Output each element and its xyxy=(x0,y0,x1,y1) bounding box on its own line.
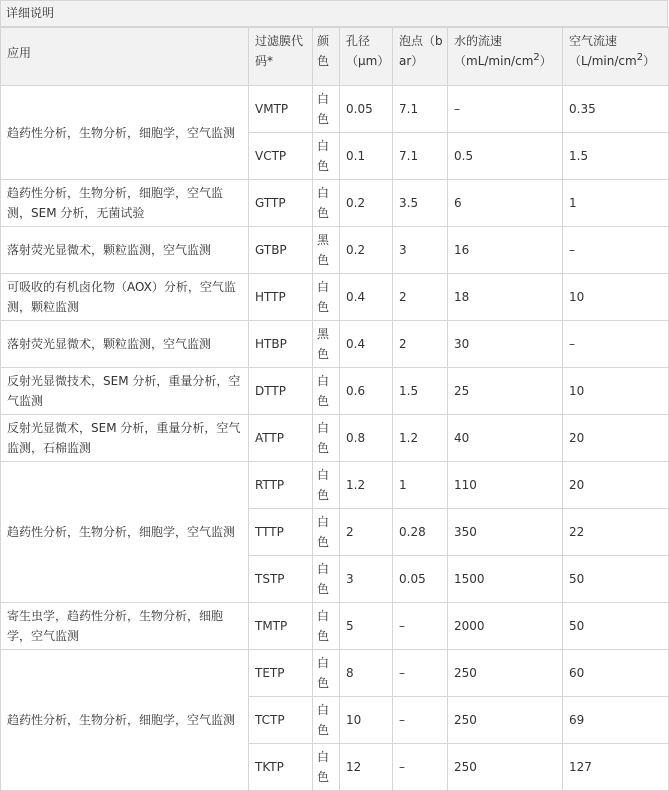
cell-code: TTTP xyxy=(249,509,313,556)
cell-air-flow: 20 xyxy=(563,462,669,509)
cell-color: 白色 xyxy=(313,603,340,650)
cell-code: VMTP xyxy=(249,86,313,133)
cell-color: 白色 xyxy=(313,744,340,791)
cell-air-flow: 10 xyxy=(563,368,669,415)
cell-code: TKTP xyxy=(249,744,313,791)
cell-bubble-point: – xyxy=(393,697,448,744)
cell-air-flow: 1.5 xyxy=(563,133,669,180)
cell-color: 白色 xyxy=(313,133,340,180)
cell-water-flow: 18 xyxy=(448,274,563,321)
table-row xyxy=(1,462,669,509)
cell-code: RTTP xyxy=(249,462,313,509)
header-pore: 孔径（μm） xyxy=(340,28,393,86)
header-water: 水的流速 $(mL/\min/cm^2)$ xyxy=(448,28,563,86)
cell-color: 白色 xyxy=(313,556,340,603)
cell-bubble-point: 1.5 xyxy=(393,368,448,415)
cell-color: 白色 xyxy=(313,274,340,321)
cell-color: 黑色 xyxy=(313,321,340,368)
cell-water-flow: 2000 xyxy=(448,603,563,650)
cell-bubble-point: 1 xyxy=(393,462,448,509)
cell-application: 趋药性分析，生物分析，细胞学，空气监测 xyxy=(1,462,249,603)
cell-application: 可吸收的有机卤化物（AOX）分析，空气监测，颗粒监测 xyxy=(1,274,249,321)
cell-water-flow: 1500 xyxy=(448,556,563,603)
cell-air-flow: 50 xyxy=(563,603,669,650)
cell-code: TSTP xyxy=(249,556,313,603)
cell-code: VCTP xyxy=(249,133,313,180)
cell-bubble-point: 7.1 xyxy=(393,86,448,133)
cell-pore: 5 xyxy=(340,603,393,650)
cell-color: 白色 xyxy=(313,415,340,462)
cell-pore: 0.6 xyxy=(340,368,393,415)
cell-air-flow: – xyxy=(563,227,669,274)
cell-air-flow: 1 xyxy=(563,180,669,227)
table-row xyxy=(1,180,669,227)
cell-color: 白色 xyxy=(313,86,340,133)
cell-pore: 0.2 xyxy=(340,227,393,274)
cell-color: 白色 xyxy=(313,697,340,744)
cell-water-flow: 0.5 xyxy=(448,133,563,180)
cell-color: 白色 xyxy=(313,650,340,697)
cell-pore: 10 xyxy=(340,697,393,744)
table-row xyxy=(1,650,669,697)
cell-pore: 0.4 xyxy=(340,321,393,368)
table-row xyxy=(1,227,669,274)
cell-application: 落射荧光显微术，颗粒监测，空气监测 xyxy=(1,227,249,274)
table-row xyxy=(1,415,669,462)
cell-air-flow: 50 xyxy=(563,556,669,603)
section-title: 详细说明 xyxy=(0,0,668,27)
cell-pore: 1.2 xyxy=(340,462,393,509)
spec-table xyxy=(0,27,669,791)
cell-application: 反射光显微技术，SEM 分析，重量分析，空气监测 xyxy=(1,368,249,415)
header-code: 过滤膜代码* xyxy=(249,28,313,86)
cell-bubble-point: 0.28 xyxy=(393,509,448,556)
cell-application: 落射荧光显微术，颗粒监测，空气监测 xyxy=(1,321,249,368)
cell-air-flow: 20 xyxy=(563,415,669,462)
cell-air-flow: 22 xyxy=(563,509,669,556)
table-row xyxy=(1,274,669,321)
cell-bubble-point: – xyxy=(393,744,448,791)
cell-water-flow: 350 xyxy=(448,509,563,556)
cell-air-flow: 60 xyxy=(563,650,669,697)
cell-code: TMTP xyxy=(249,603,313,650)
cell-pore: 0.8 xyxy=(340,415,393,462)
cell-code: GTBP xyxy=(249,227,313,274)
cell-code: HTTP xyxy=(249,274,313,321)
table-body xyxy=(1,86,669,791)
cell-application: 反射光显微术，SEM 分析，重量分析，空气监测，石棉监测 xyxy=(1,415,249,462)
cell-code: ATTP xyxy=(249,415,313,462)
cell-bubble-point: 1.2 xyxy=(393,415,448,462)
cell-water-flow: 110 xyxy=(448,462,563,509)
header-app: 应用 xyxy=(1,28,249,86)
cell-code: TCTP xyxy=(249,697,313,744)
cell-air-flow: 0.35 xyxy=(563,86,669,133)
cell-application: 趋药性分析，生物分析，细胞学，空气监测 xyxy=(1,650,249,791)
cell-code: DTTP xyxy=(249,368,313,415)
cell-pore: 0.05 xyxy=(340,86,393,133)
cell-water-flow: – xyxy=(448,86,563,133)
header-air: 空气流速 $(L/\min/cm^2)$ xyxy=(563,28,669,86)
cell-air-flow: – xyxy=(563,321,669,368)
cell-water-flow: 25 xyxy=(448,368,563,415)
cell-code: HTBP xyxy=(249,321,313,368)
header-color: 颜色 xyxy=(313,28,340,86)
header-bubble: 泡点（bar） xyxy=(393,28,448,86)
cell-color: 黑色 xyxy=(313,227,340,274)
cell-color: 白色 xyxy=(313,462,340,509)
cell-air-flow: 10 xyxy=(563,274,669,321)
cell-code: GTTP xyxy=(249,180,313,227)
cell-bubble-point: – xyxy=(393,603,448,650)
cell-air-flow: 69 xyxy=(563,697,669,744)
cell-bubble-point: 0.05 xyxy=(393,556,448,603)
cell-application: 趋药性分析，生物分析，细胞学，空气监测，SEM 分析，无菌试验 xyxy=(1,180,249,227)
cell-application: 趋药性分析，生物分析，细胞学，空气监测 xyxy=(1,86,249,180)
header-row xyxy=(1,28,669,86)
cell-color: 白色 xyxy=(313,509,340,556)
cell-bubble-point: 2 xyxy=(393,274,448,321)
cell-pore: 3 xyxy=(340,556,393,603)
cell-pore: 12 xyxy=(340,744,393,791)
cell-code: TETP xyxy=(249,650,313,697)
cell-water-flow: 250 xyxy=(448,744,563,791)
cell-application: 寄生虫学，趋药性分析，生物分析，细胞学，空气监测 xyxy=(1,603,249,650)
cell-water-flow: 250 xyxy=(448,650,563,697)
cell-pore: 0.1 xyxy=(340,133,393,180)
cell-bubble-point: – xyxy=(393,650,448,697)
cell-water-flow: 16 xyxy=(448,227,563,274)
cell-bubble-point: 3 xyxy=(393,227,448,274)
cell-water-flow: 6 xyxy=(448,180,563,227)
cell-pore: 0.4 xyxy=(340,274,393,321)
cell-bubble-point: 7.1 xyxy=(393,133,448,180)
table-row xyxy=(1,368,669,415)
cell-water-flow: 40 xyxy=(448,415,563,462)
cell-pore: 8 xyxy=(340,650,393,697)
cell-color: 白色 xyxy=(313,180,340,227)
cell-air-flow: 127 xyxy=(563,744,669,791)
table-row xyxy=(1,86,669,133)
table-row xyxy=(1,321,669,368)
cell-water-flow: 30 xyxy=(448,321,563,368)
table-row xyxy=(1,603,669,650)
cell-water-flow: 250 xyxy=(448,697,563,744)
cell-pore: 0.2 xyxy=(340,180,393,227)
cell-pore: 2 xyxy=(340,509,393,556)
cell-bubble-point: 2 xyxy=(393,321,448,368)
cell-color: 白色 xyxy=(313,368,340,415)
cell-bubble-point: 3.5 xyxy=(393,180,448,227)
